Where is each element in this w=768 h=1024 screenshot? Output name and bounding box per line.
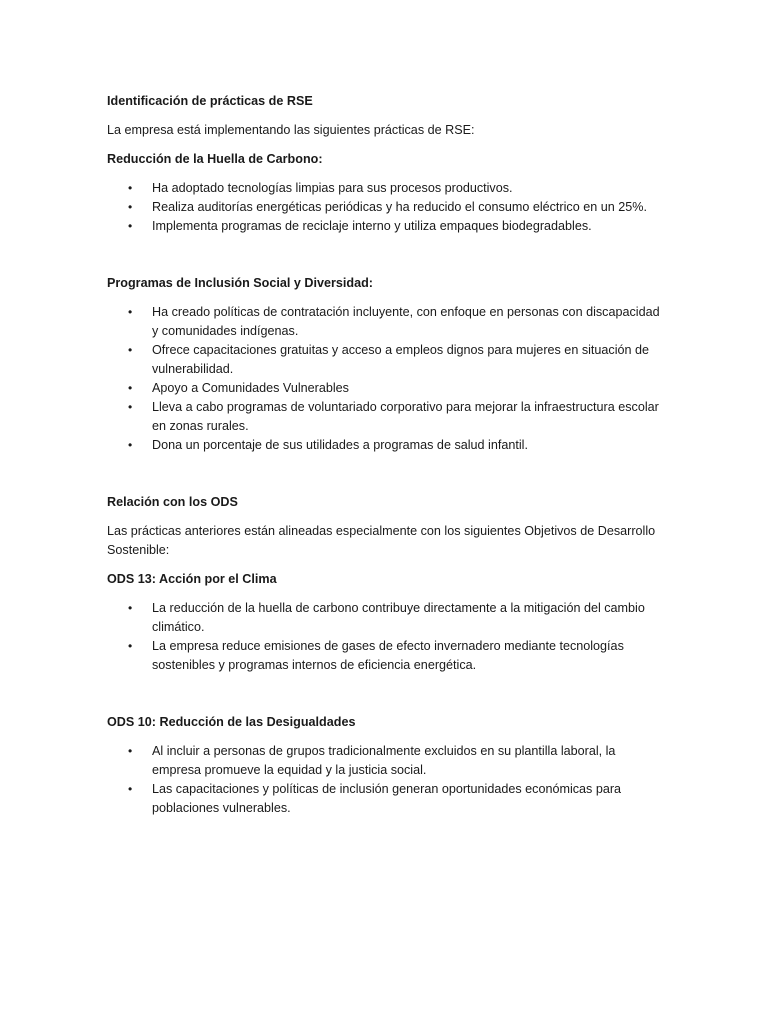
bullet-icon: •	[128, 601, 133, 615]
list-item-text: Ha adoptado tecnologías limpias para sus procesos productivos.	[152, 181, 513, 195]
ods13-list	[107, 599, 667, 675]
list-item-text: Las capacitaciones y políticas de inclusión generan oportunidades económicas para poblaciones vulnerables.	[152, 782, 622, 815]
bullet-icon: •	[128, 343, 133, 357]
list-item-text: Ofrece capacitaciones gratuitas y acceso a empleos dignos para mujeres en situación de vulnerabilidad.	[152, 343, 650, 376]
inclusion-list	[107, 303, 667, 455]
list-item-text: Al incluir a personas de grupos tradicionalmente excluidos en su plantilla laboral, la empresa promueve la equidad y la justicia social.	[152, 744, 616, 777]
list-item	[107, 742, 667, 780]
list-item	[107, 379, 667, 398]
list-item-text: Realiza auditorías energéticas periódicas y ha reducido el consumo eléctrico en un 25%.	[152, 200, 647, 214]
list-item	[107, 179, 667, 198]
list-item	[107, 341, 667, 379]
section-heading-ods10: ODS 10: Reducción de las Desigualdades	[107, 715, 356, 729]
list-item	[107, 780, 667, 818]
ods10-list	[107, 742, 667, 818]
bullet-icon: •	[128, 400, 133, 414]
bullet-icon: •	[128, 782, 133, 796]
list-item	[107, 303, 667, 341]
bullet-icon: •	[128, 438, 133, 452]
list-item	[107, 217, 667, 236]
list-item-text: Lleva a cabo programas de voluntariado corporativo para mejorar la infraestructura escolar en zonas rurales.	[152, 400, 659, 433]
list-item-text: Dona un porcentaje de sus utilidades a programas de salud infantil.	[152, 438, 528, 452]
bullet-icon: •	[128, 639, 133, 653]
list-item-text: La reducción de la huella de carbono contribuye directamente a la mitigación del cambio climático.	[152, 601, 645, 634]
section-heading-inclusion: Programas de Inclusión Social y Diversidad:	[107, 276, 373, 290]
bullet-icon: •	[128, 305, 133, 319]
document-title: Identificación de prácticas de RSE	[107, 94, 313, 108]
bullet-icon: •	[128, 219, 133, 233]
bullet-icon: •	[128, 744, 133, 758]
ods-title: Relación con los ODS	[107, 495, 238, 509]
bullet-icon: •	[128, 181, 133, 195]
bullet-icon: •	[128, 381, 133, 395]
list-item	[107, 398, 667, 436]
list-item	[107, 198, 667, 217]
list-item-text: Implementa programas de reciclaje interno y utiliza empaques biodegradables.	[152, 219, 592, 233]
list-item-text: La empresa reduce emisiones de gases de efecto invernadero mediante tecnologías sostenibles y programas internos de eficiencia energética.	[152, 639, 624, 672]
section-heading-ods13: ODS 13: Acción por el Clima	[107, 572, 277, 586]
carbon-list	[107, 179, 667, 236]
section-heading-carbon: Reducción de la Huella de Carbono:	[107, 152, 323, 166]
list-item	[107, 637, 667, 675]
list-item-text: Ha creado políticas de contratación incluyente, con enfoque en personas con discapacidad y comunidades indígenas.	[152, 305, 660, 338]
list-item	[107, 436, 667, 455]
list-item-text: Apoyo a Comunidades Vulnerables	[152, 381, 349, 395]
list-item	[107, 599, 667, 637]
ods-intro-paragraph: Las prácticas anteriores están alineadas especialmente con los siguientes Objetivos de Desarrollo Sostenible:	[107, 524, 656, 557]
intro-paragraph: La empresa está implementando las siguientes prácticas de RSE:	[107, 123, 475, 137]
bullet-icon: •	[128, 200, 133, 214]
